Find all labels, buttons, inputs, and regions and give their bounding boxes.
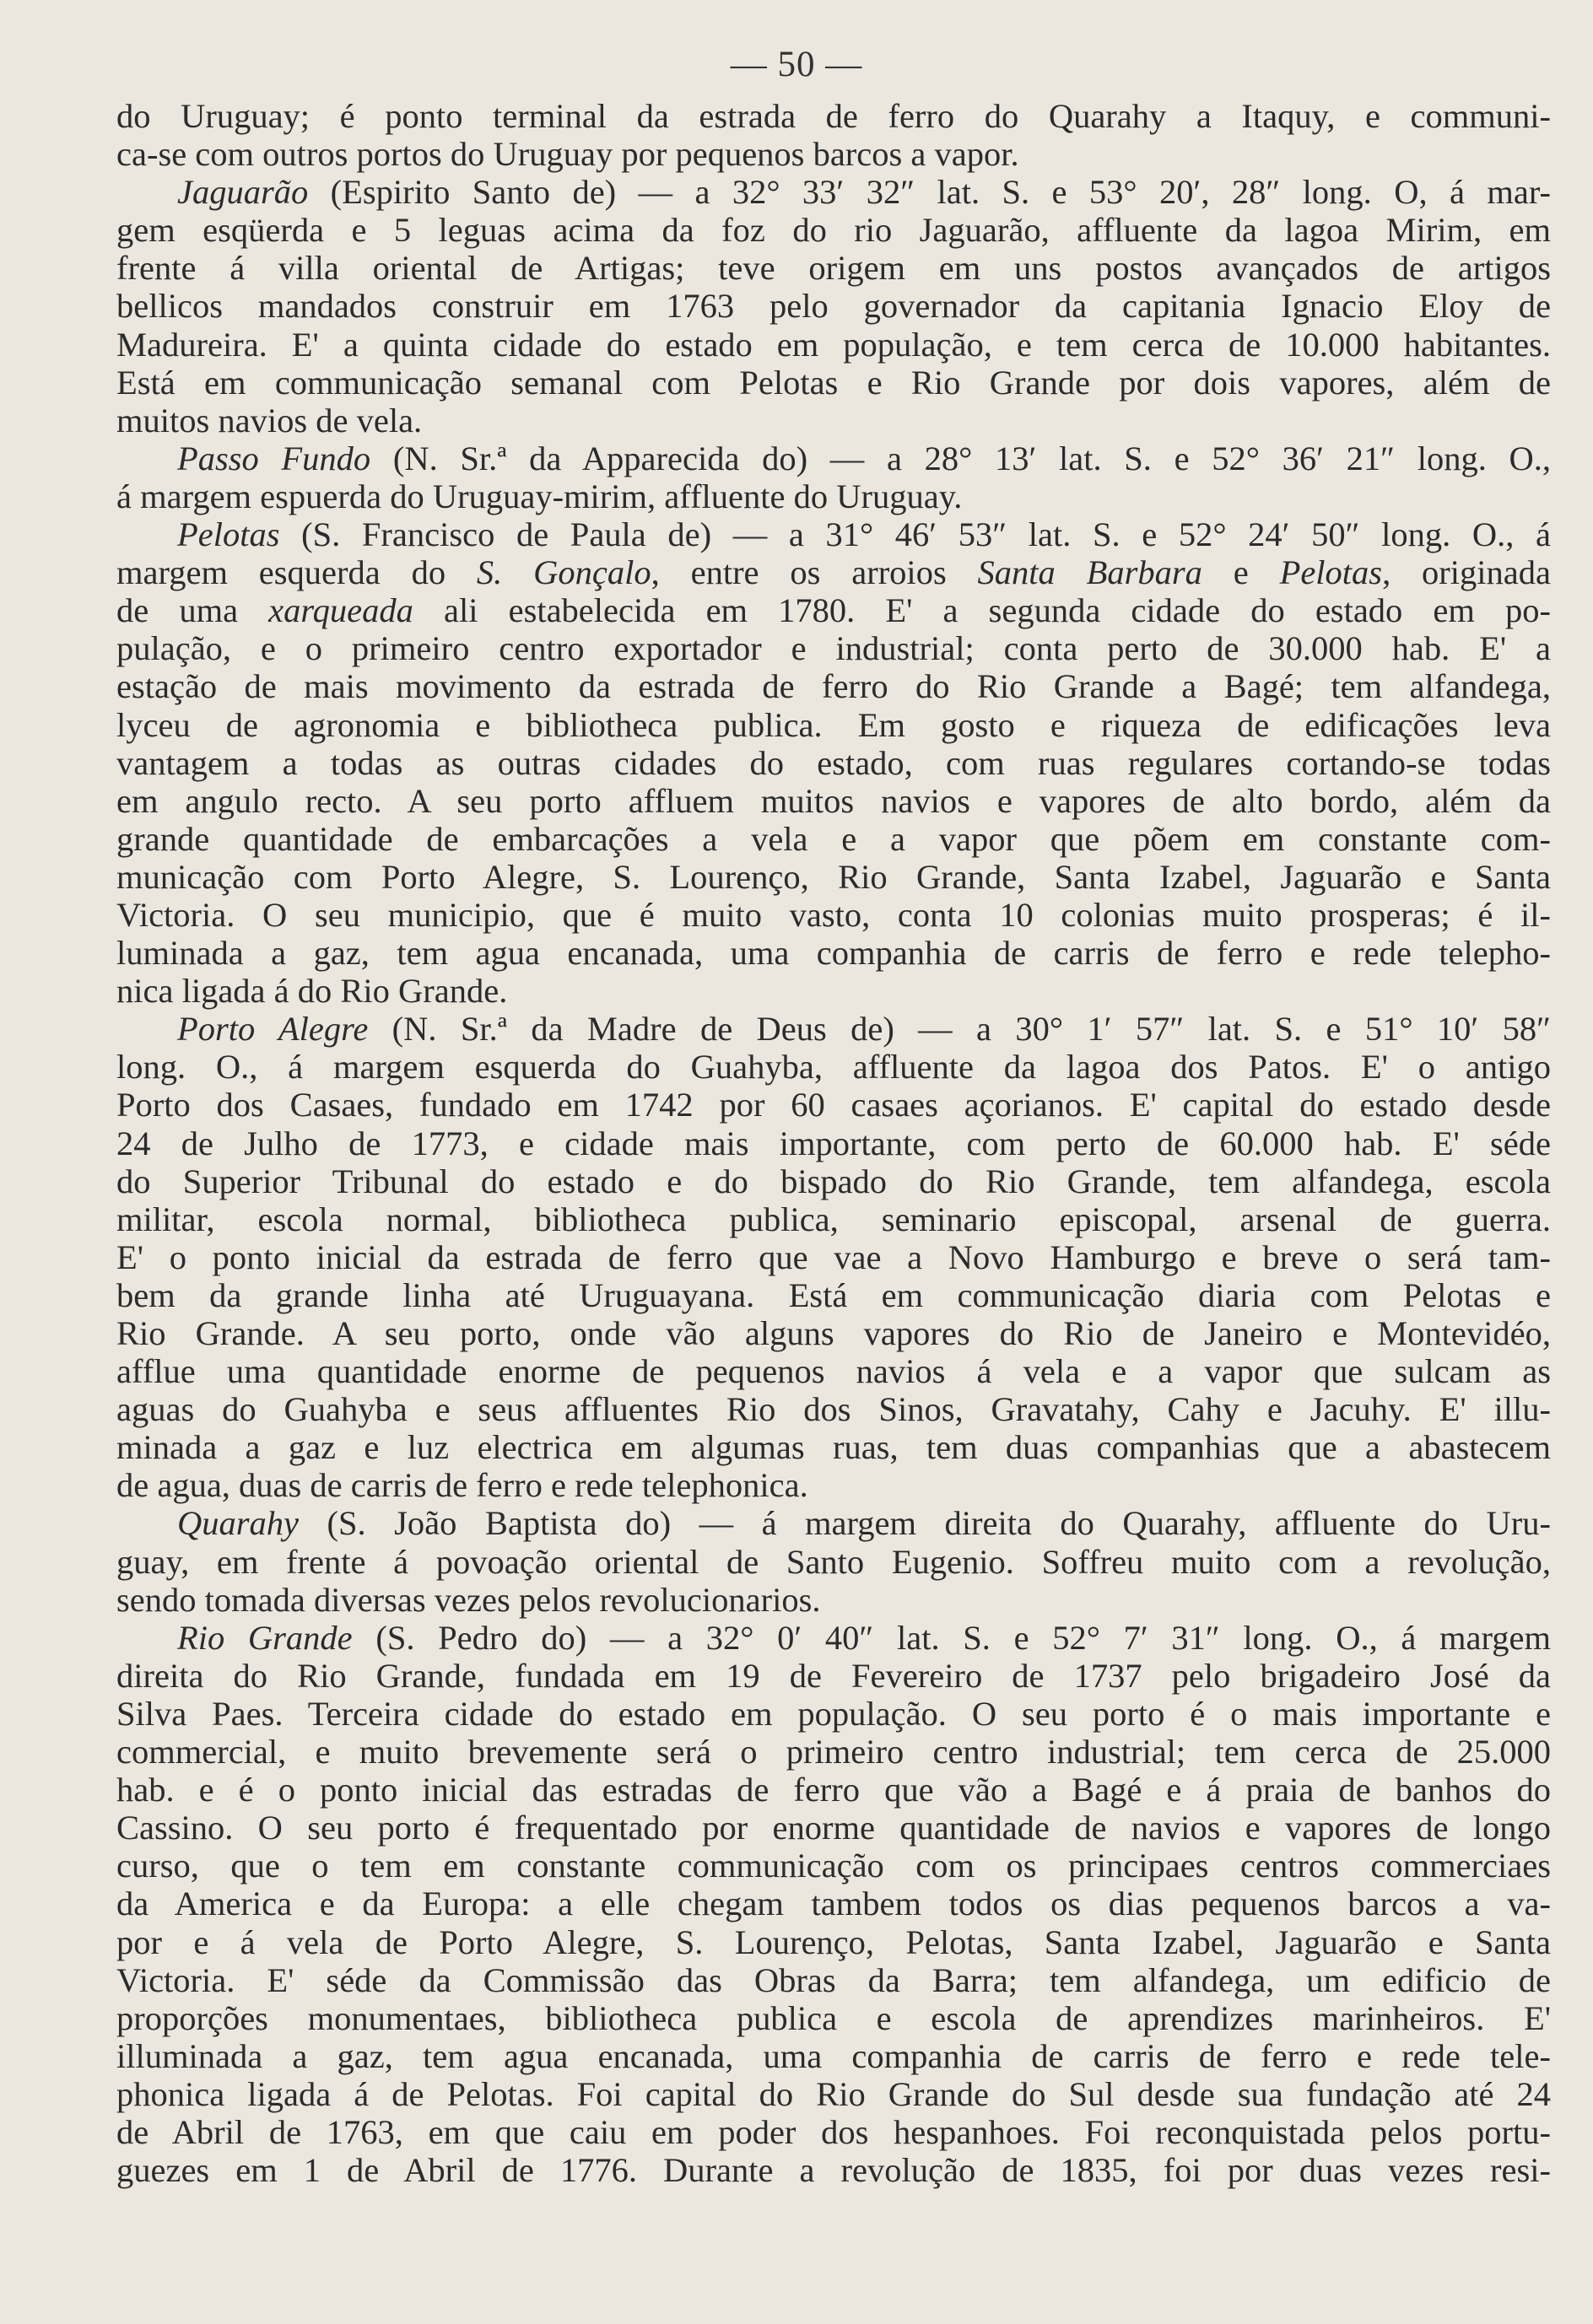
italic-term: Quarahy — [177, 1504, 299, 1543]
text-line — [116, 744, 1551, 782]
body-text — [116, 97, 1551, 2189]
text-segment: do Superior Tribunal do estado e do bispado do Rio Grande, tem alfandega, escola — [116, 1162, 1551, 1200]
italic-term: Passo Fundo — [177, 439, 371, 477]
text-segment: commercial, e muito brevemente será o primeiro centro industrial; tem cerca de 25.000 — [116, 1733, 1551, 1771]
text-line — [116, 1048, 1551, 1086]
text-line — [116, 1885, 1551, 1922]
text-line — [116, 1581, 1551, 1619]
text-segment: Silva Paes. Terceira cidade do estado em população. O seu porto é o mais importante e — [116, 1694, 1551, 1733]
text-line — [116, 972, 1551, 1010]
text-line — [116, 1923, 1551, 1961]
text-segment: direita do Rio Grande, fundada em 19 de Fevereiro de 1737 pelo brigadeiro José da — [116, 1656, 1551, 1695]
text-line — [116, 439, 1551, 477]
text-segment: ca-se com outros portos do Uruguay por pequenos barcos a vapor. — [116, 135, 1019, 174]
text-line — [116, 1352, 1551, 1390]
text-line — [116, 2113, 1551, 2151]
text-segment: sendo tomada diversas vezes pelos revolucionarios. — [116, 1580, 821, 1619]
text-segment: muitos navios de vela. — [116, 401, 423, 439]
text-segment: militar, escola normal, bibliotheca publica, seminario episcopal, arsenal de guerra. — [116, 1200, 1551, 1238]
text-segment: nica ligada á do Rio Grande. — [116, 972, 508, 1011]
text-line — [116, 1657, 1551, 1695]
text-line — [116, 364, 1551, 402]
text-segment: vantagem a todas as outras cidades do estado, com ruas regulares cortando-se todas — [116, 743, 1551, 782]
text-segment: bem da grande linha até Uruguayana. Está em communicação diaria com Pelotas e — [116, 1275, 1551, 1314]
text-segment: (Espirito Santo de) — a 32° 33′ 32″ lat. S. e 53° 20′, 28″ long. O, á mar- — [308, 173, 1551, 212]
text-segment: minada a gaz e luz electrica em algumas ruas, tem duas companhias que a abastecem — [116, 1428, 1551, 1467]
text-segment: de agua, duas de carris de ferro e rede telephonica. — [116, 1466, 808, 1505]
text-line — [116, 1428, 1551, 1466]
text-segment: luminada a gaz, tem agua encanada, uma companhia de carris de ferro e rede telepho- — [116, 934, 1551, 973]
italic-term: Santa Barbara — [977, 553, 1202, 592]
text-line — [116, 173, 1551, 211]
text-line — [116, 477, 1551, 515]
text-line — [116, 782, 1551, 820]
text-segment: curso, que o tem em constante communicação com os principaes centros commerciaes — [116, 1847, 1551, 1885]
text-line — [116, 1314, 1551, 1352]
text-segment: do Uruguay; é ponto terminal da estrada de ferro do Quarahy a Itaquy, e communi- — [116, 97, 1551, 135]
text-line — [116, 820, 1551, 858]
text-segment: Rio Grande. A seu porto, onde vão alguns vapores do Rio de Janeiro e Montevidéo, — [116, 1314, 1551, 1352]
text-segment: Está em communicação semanal com Pelotas e Rio Grande por dois vapores, além de — [116, 363, 1551, 402]
text-segment: , originada — [1382, 553, 1551, 592]
page-number: — 50 — — [730, 45, 863, 84]
text-line — [116, 249, 1551, 287]
text-segment: da America e da Europa: a elle chegam tambem todos os dias pequenos barcos a va- — [116, 1885, 1551, 1923]
text-segment: pulação, e o primeiro centro exportador e industrial; conta perto de 30.000 hab. E' a — [116, 629, 1551, 668]
text-segment: hab. e é o ponto inicial das estradas de ferro que vão a Bagé e á praia de banhos do — [116, 1771, 1551, 1809]
text-line — [116, 1961, 1551, 1999]
text-line — [116, 1847, 1551, 1885]
text-segment: (S. João Baptista do) — á margem direita do Quarahy, affluente do Uru- — [299, 1504, 1551, 1543]
italic-term: Jaguarão — [177, 173, 309, 212]
text-line — [116, 326, 1551, 364]
text-segment: Madureira. E' a quinta cidade do estado em população, e tem cerca de 10.000 habitantes. — [116, 325, 1551, 364]
italic-term: Rio Grande — [177, 1618, 353, 1657]
text-segment: Victoria. E' séde da Commissão das Obras da Barra; tem alfandega, um edificio de — [116, 1960, 1551, 1999]
text-segment: por e á vela de Porto Alegre, S. Lourenço, Pelotas, Santa Izabel, Jaguarão e Santa — [116, 1922, 1551, 1961]
text-segment: municação com Porto Alegre, S. Lourenço, Rio Grande, Santa Izabel, Jaguarão e Santa — [116, 857, 1551, 896]
text-segment: (S. Francisco de Paula de) — a 31° 46′ 53″ lat. S. e 52° 24′ 50″ long. O., á — [279, 515, 1551, 554]
text-segment: illuminada a gaz, tem agua encanada, uma companhia de carris de ferro e rede tele- — [116, 2036, 1551, 2075]
text-line — [116, 629, 1551, 667]
text-line — [116, 1200, 1551, 1238]
text-line — [116, 934, 1551, 972]
text-line — [116, 1390, 1551, 1428]
text-segment: guay, em frente á povoação oriental de Santo Eugenio. Soffreu muito com a revolução, — [116, 1542, 1551, 1581]
text-line — [116, 135, 1551, 173]
text-line — [116, 211, 1551, 249]
text-segment: de uma — [116, 591, 269, 630]
text-line — [116, 1466, 1551, 1504]
text-segment: proporções monumentaes, bibliotheca publica e escola de aprendizes marinheiros. E' — [116, 1998, 1551, 2037]
text-segment: Victoria. O seu municipio, que é muito vasto, conta 10 colonias muito prosperas; é il- — [116, 895, 1551, 934]
italic-term: Pelotas — [1279, 553, 1383, 592]
text-segment: bellicos mandados construir em 1763 pelo governador da capitania Ignacio Eloy de — [116, 287, 1551, 326]
text-line — [116, 1695, 1551, 1733]
text-line — [116, 1086, 1551, 1124]
text-line — [116, 402, 1551, 439]
italic-term: xarqueada — [268, 591, 413, 630]
text-segment: frente á villa oriental de Artigas; teve origem em uns postos avançados de artigos — [116, 249, 1551, 288]
text-line — [116, 706, 1551, 744]
text-line — [116, 1010, 1551, 1048]
text-segment: margem esquerda do — [116, 553, 477, 592]
text-line — [116, 1999, 1551, 2037]
text-segment: E' o ponto inicial da estrada de ferro que vae a Novo Hamburgo e breve o será tam- — [116, 1237, 1551, 1276]
text-segment: Cassino. O seu porto é frequentado por enorme quantidade de navios e vapores de longo — [116, 1809, 1551, 1847]
text-segment: em angulo recto. A seu porto affluem muitos navios e vapores de alto bordo, além da — [116, 781, 1551, 820]
text-line — [116, 1162, 1551, 1200]
text-line — [116, 2151, 1551, 2189]
text-segment: gem esqüerda e 5 leguas acima da foz do rio Jaguarão, affluente da lagoa Mirim, em — [116, 211, 1551, 250]
text-line — [116, 858, 1551, 896]
text-segment: ali estabelecida em 1780. E' a segunda cidade do estado em po- — [413, 591, 1551, 630]
text-segment: Porto dos Casaes, fundado em 1742 por 60 casaes açorianos. E' capital do estado desde — [116, 1086, 1551, 1124]
text-line — [116, 667, 1551, 705]
text-line — [116, 2075, 1551, 2113]
text-segment: lyceu de agronomia e bibliotheca publica. Em gosto e riqueza de edificações leva — [116, 705, 1551, 744]
text-segment: (N. Sr.ª da Apparecida do) — a 28° 13′ lat. S. e 52° 36′ 21″ long. O., — [370, 439, 1551, 477]
italic-term: Porto Alegre — [177, 1010, 369, 1049]
text-line — [116, 97, 1551, 135]
text-segment: 24 de Julho de 1773, e cidade mais importante, com perto de 60.000 hab. E' séde — [116, 1124, 1551, 1162]
text-segment: estação de mais movimento da estrada de ferro do Rio Grande a Bagé; tem alfandega, — [116, 667, 1551, 706]
text-segment: phonica ligada á de Pelotas. Foi capital do Rio Grande do Sul desde sua fundação até 24 — [116, 2074, 1551, 2113]
text-line — [116, 287, 1551, 325]
text-line — [116, 2037, 1551, 2075]
text-segment: long. O., á margem esquerda do Guahyba, affluente da lagoa dos Patos. E' o antigo — [116, 1048, 1551, 1087]
text-line — [116, 1276, 1551, 1314]
text-line — [116, 1504, 1551, 1542]
text-segment: guezes em 1 de Abril de 1776. Durante a revolução de 1835, foi por duas vezes resi- — [116, 2151, 1551, 2190]
text-line — [116, 1238, 1551, 1276]
text-segment: aguas do Guahyba e seus affluentes Rio dos Sinos, Gravatahy, Cahy e Jacuhy. E' illu- — [116, 1390, 1551, 1429]
italic-term: Pelotas — [177, 515, 280, 554]
text-segment: grande quantidade de embarcações a vela e a vapor que põem em constante com- — [116, 819, 1551, 858]
text-line — [116, 591, 1551, 629]
text-segment: , entre os arroios — [651, 553, 978, 592]
text-line — [116, 1771, 1551, 1809]
italic-term: S. Gonçalo — [476, 553, 651, 592]
text-line — [116, 1619, 1551, 1657]
text-line — [116, 515, 1551, 553]
text-line — [116, 553, 1551, 591]
text-line — [116, 1733, 1551, 1771]
text-segment: (N. Sr.ª da Madre de Deus de) — a 30° 1′ 57″ lat. S. e 51° 10′ 58″ — [368, 1010, 1551, 1049]
text-segment: de Abril de 1763, em que caiu em poder dos hespanhoes. Foi reconquistada pelos portu- — [116, 2112, 1551, 2151]
text-line — [116, 896, 1551, 934]
text-segment: á margem espuerda do Uruguay-mirim, affluente do Uruguay. — [116, 477, 963, 515]
text-line — [116, 1809, 1551, 1847]
text-line — [116, 1124, 1551, 1162]
text-segment: (S. Pedro do) — a 32° 0′ 40″ lat. S. e 52° 7′ 31″ long. O., á margem — [352, 1618, 1551, 1657]
text-segment: afflue uma quantidade enorme de pequenos navios á vela e a vapor que sulcam as — [116, 1352, 1551, 1391]
text-segment: e — [1202, 553, 1280, 592]
text-line — [116, 1543, 1551, 1581]
